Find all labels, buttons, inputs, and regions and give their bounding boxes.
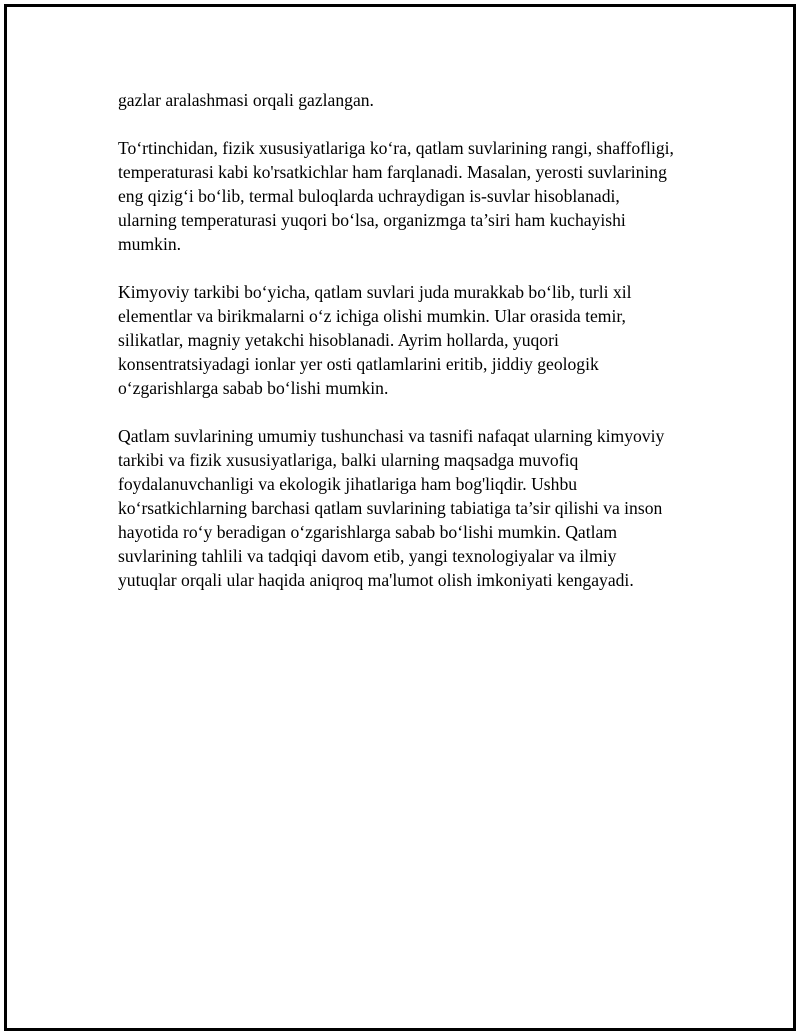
paragraph-4: Qatlam suvlarining umumiy tushunchasi va tasnifi nafaqat ularning kimyoviy tarkibi va fizik xususiyatlariga, balki ularning maqsadga muvofiq foydalanuvchanligi va ekologik jihatlariga ham bog'liqdir. Ushbu ko‘rsatkichlarning barchasi qatlam suvlarining tabiatiga ta’sir qilishi va inson hayotida ro‘y beradigan o‘zgarishlarga sabab bo‘lishi mumkin. Qatlam suvlarining tahlili va tadqiqi davom etib, yangi texnologiyalar va ilmiy yutuqlar orqali ular haqida aniqroq ma'lumot olish imkoniyati kengayadi. bbox=[118, 426, 665, 590]
paragraph-2: To‘rtinchidan, fizik xususiyatlariga ko‘ra, qatlam suvlarining rangi, shaffofligi, temperaturasi kabi ko'rsatkichlar ham farqlanadi. Masalan, yerosti suvlarining eng qizig‘i bo‘lib, termal buloqlarda uchraydigan is-suvlar hisoblanadi, ularning temperaturasi yuqori bo‘lsa, organizmga ta’siri ham kuchayishi mumkin. bbox=[118, 138, 674, 254]
paragraph-1: gazlar aralashmasi orqali gazlangan. bbox=[118, 90, 374, 110]
document-body bbox=[118, 88, 678, 616]
paragraph-3: Kimyoviy tarkibi bo‘yicha, qatlam suvlari juda murakkab bo‘lib, turli xil elementlar va birikmalarni o‘z ichiga olishi mumkin. Ular orasida temir, silikatlar, magniy yetakchi hisoblanadi. Ayrim hollarda, yuqori konsentratsiyadagi ionlar yer osti qatlamlarini eritib, jiddiy geologik o‘zgarishlarga sabab bo‘lishi mumkin. bbox=[118, 282, 632, 398]
